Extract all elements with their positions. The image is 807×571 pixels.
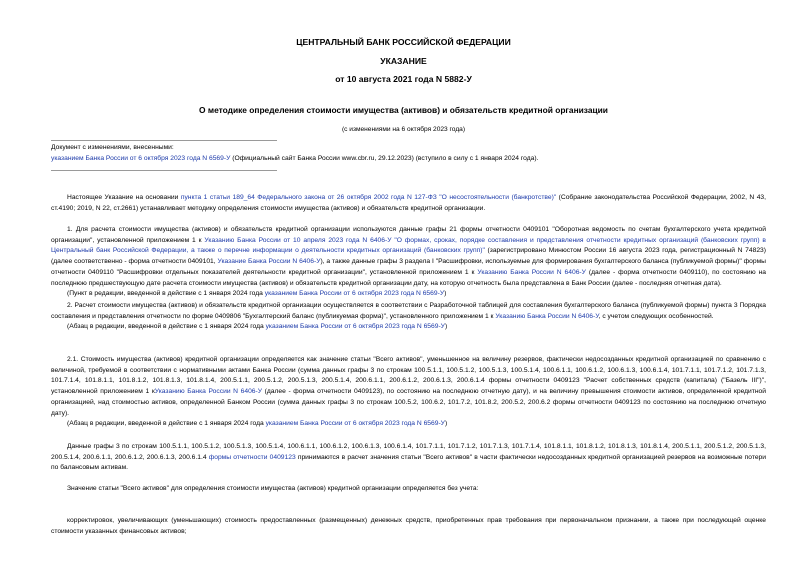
p21-text-2: (далее - форма отчетности 0409123), по состоянию на последнюю отчетную дату), и на величину превышения стоимости активов, определенной кредитной организацией, над стоимостью активов, определенной Банком России (сумма данных графы 3 по строкам 100.5.2, 100.6.2, 101.7.2, 101.8.2, 200.5.2, 200.6.2 формы отчетности 0409123 по состоянию на последнюю отчетную дату).	[51, 388, 766, 417]
pdata-text-2: принимаются в расчет значения статьи "Всего активов" в части фактически недосозданных кредитной организацией резервов на возможные потери по балансовым активам.	[51, 453, 767, 472]
preamble-text-2: (Собрание законодательства Российской Федерации, 2002, N 43, ст.4190; 2019, N 22, ст.2661) устанавливает методику определения стоимости имущества (активов) и обязательств кредитной организации.	[51, 194, 766, 212]
p21-link-6406[interactable]: Указанию Банка России N 6406-У	[154, 388, 262, 396]
p1-text-4: (далее - форма отчетности 0409110), по состоянию на последнюю предшествующую дате расчета стоимости имущества (активов) и обязательств кредитной организации дату, на которую отчетность была представлена в Банк России (далее - последняя отчетная дата).	[51, 268, 766, 287]
amendment-link[interactable]: указанием Банка России от 6 октября 2023 года N 6569-У	[51, 154, 231, 162]
preamble-paragraph	[51, 193, 766, 214]
p21-edition-note: (Абзац в редакции, введенной в действие с 1 января 2024 года указанием Банка России от 6 октября 2023 года N 6569-У)	[67, 420, 448, 428]
p1-note-link[interactable]: указанием Банка России от 6 октября 2023 года N 6569-У	[264, 290, 445, 298]
preamble-text-1: Настоящее Указание на основании	[67, 194, 181, 201]
p1-link-6406-annex[interactable]: Указанию Банка России N 6406-У	[477, 268, 586, 276]
p1-link-6406-short[interactable]: Указание Банка России N 6406-У	[217, 258, 321, 266]
changes-bottom-divider	[51, 170, 277, 171]
p1-edition-note: (Пункт в редакции, введенной в действие с 1 января 2024 года указанием Банка России от 6 октября 2023 года N 6569-У)	[67, 290, 447, 298]
p2-note-link[interactable]: указанием Банка России от 6 октября 2023 года N 6569-У	[265, 323, 445, 331]
p21-text-1: 2.1. Стоимость имущества (активов) кредитной организации определяется как значение статьи "Всего активов", уменьшенное на величину резервов, фактически недосозданных кредитной организацией по сравнению с величиной, требуемой в соответствии с нормативными актами Банка России (сумма данных графы 3 по строкам 100.5.1.1, 100.5.1.2, 100.5.1.3, 100.5.1.4, 100.6.1.1, 100.6.1.2, 100.6.1.3, 100.6.1.4, 101.7.1.1, 101.7.1.2, 101.7.1.3, 101.7.1.4, 101.8.1.1, 101.8.1.2, 101.8.1.3, 101.8.1.4, 200.5.1.1, 200.5.1.2, 200.5.1.3, 200.5.1.4, 200.6.1.1, 200.6.1.2, 200.6.1.3, 200.6.1.4 формы отчетности 0409123 "Расчет собственных средств (капитала) ("Базель III")", установленной приложением 1 к	[51, 356, 766, 396]
p1-text-1: 1. Для расчета стоимости имущества (активов) и обязательств кредитной организации используются данные графы 21 формы отчетности 0409101 "Оборотная ведомость по счетам бухгалтерского учета кредитной организации", установленной приложением 1 к	[51, 226, 766, 244]
p1-text-2: (зарегистрировано Минюстом России 16 августа 2023 года, регистрационный N 74823) (далее соответственно - форма отчетности 0409101,	[51, 247, 767, 266]
paragraph-1	[51, 225, 766, 333]
law-link[interactable]: пункта 1 статьи 189_64 Федерального закона от 26 октября 2002 года N 127-ФЗ "О несостоятельности (банкротстве)"	[180, 194, 557, 201]
form-0409123-link[interactable]: формы отчетности 0409123	[208, 453, 296, 461]
p21-note-link[interactable]: указанием Банка России от 6 октября 2023 года N 6569-У	[265, 420, 445, 428]
p2-text-2: , с учетом следующих особенностей.	[598, 312, 714, 320]
changes-tail: (Официальный сайт Банка России www.cbr.ru, 29.12.2023) (вступило в силу с 1 января 2024 года).	[230, 154, 539, 162]
paragraph-total-assets: Значение статьи "Всего активов" для определения стоимости имущества (активов) кредитной организации определяется без учета:	[67, 485, 479, 492]
document-type: УКАЗАНИЕ	[380, 56, 427, 66]
changes-intro: Документ с изменениями, внесенными:	[51, 144, 174, 151]
paragraph-data-rows	[51, 442, 766, 474]
document-title: О методике определения стоимости имущества (активов) и обязательств кредитной организации	[199, 105, 608, 115]
paragraph-2-1	[51, 355, 766, 430]
paragraph-adjustments: корректировок, увеличивающих (уменьшающих) стоимость предоставленных (размещенных) денежных средств, приобретенных прав требования при первоначальном признании, а также при последующей оценке стоимости указанных финансовых активов;	[51, 517, 766, 535]
issuer-heading: ЦЕНТРАЛЬНЫЙ БАНК РОССИЙСКОЙ ФЕДЕРАЦИИ	[296, 37, 511, 47]
changes-line	[51, 154, 766, 165]
p2-link-6406[interactable]: Указанию Банка России N 6406-У	[495, 312, 599, 320]
edition-note: (с изменениями на 6 октября 2023 года)	[341, 126, 466, 133]
p1-text-3: ), а также данные графы 3 раздела I "Расшифровки, используемые для формирования бухгалтерского баланса (публикуемой формы)" формы отчетности 0409110 "Расшифровки отдельных показателей деятельности кредитной организации", установленной приложением 1 к	[51, 258, 766, 276]
pdata-text-1: Данные графы 3 по строкам 100.5.1.1, 100.5.1.2, 100.5.1.3, 100.5.1.4, 100.6.1.1, 100.6.1.2, 100.6.1.3, 100.6.1.4, 101.7.1.1, 101.7.1.2, 101.7.1.3, 101.7.1.4, 101.8.1.1, 101.8.1.2, 101.8.1.3, 101.8.1.4, 200.5.1.1, 200.5.1.2, 200.5.1.3, 200.5.1.4, 200.6.1.1, 200.6.1.2, 200.6.1.3, 200.6.1.4	[51, 443, 766, 461]
p1-link-6406-full[interactable]: Указанию Банка России от 10 апреля 2023 года N 6406-У "О формах, сроках, порядке составления и представления отчетности кредитных организаций (банковских групп) в Центральный банк Российской Федерации, а также о перечне информации о деятельности кредитных организаций (банковских групп)"	[51, 236, 766, 255]
p2-edition-note: (Абзац в редакции, введенной в действие с 1 января 2024 года указанием Банка России от 6 октября 2023 года N 6569-У)	[67, 323, 448, 331]
p2-text-1: 2. Расчет стоимости имущества (активов) и обязательств кредитной организации осуществляется в соответствии с Разработочной таблицей для составления бухгалтерского баланса (публикуемой формы) пункта 3 Порядка составления и представления отчетности по форме 0409806 "Бухгалтерский баланс (публикуемая форма)", установленного приложением 1 к	[51, 301, 766, 320]
document-date-number: от 10 августа 2021 года N 5882-У	[335, 74, 472, 84]
changes-top-divider	[51, 140, 277, 141]
changes-box	[51, 143, 766, 164]
